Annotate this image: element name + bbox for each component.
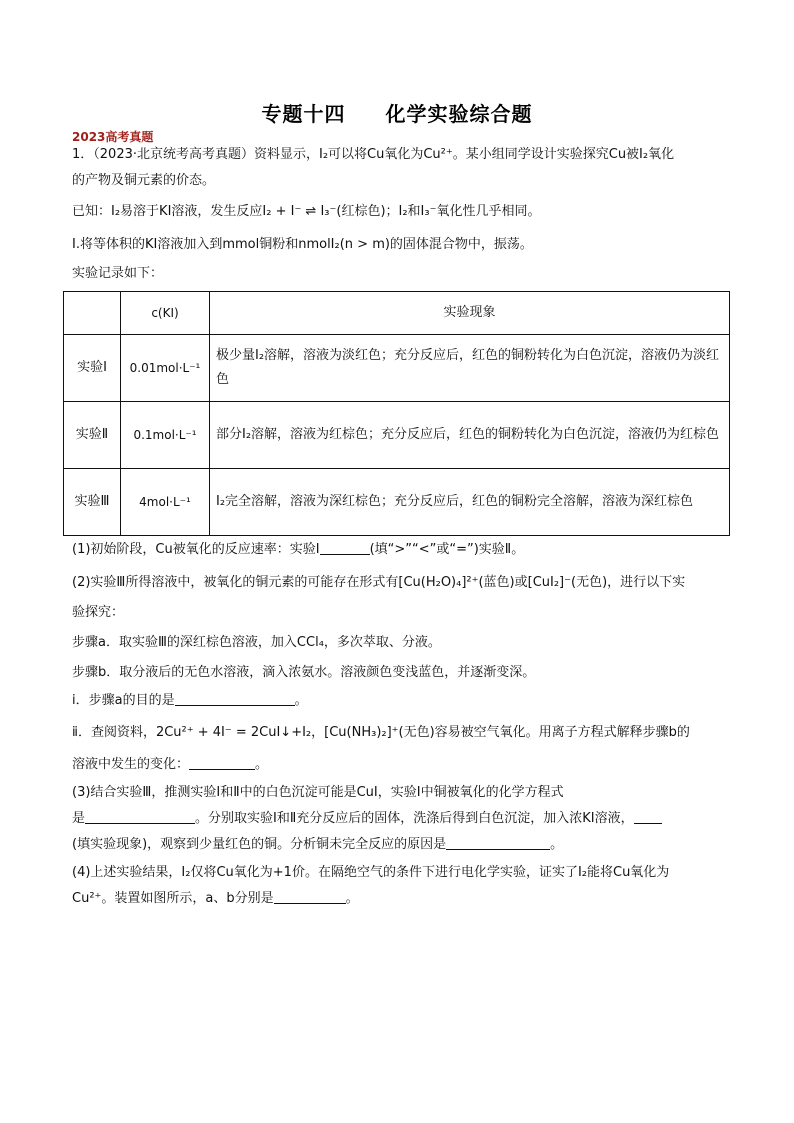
question-2-i [72, 692, 308, 710]
q2-i-text: ⅰ．步骤a的目的是 [72, 693, 175, 708]
table-cell-phenomenon: 极少量I₂溶解，溶液为淡红色；充分反应后，红色的铜粉转化为白色沉淀，溶液仍为淡红色 [210, 335, 730, 402]
experiment-table [63, 291, 730, 536]
table-header-phenomenon: 实验现象 [210, 292, 730, 335]
table-cell-name: 实验Ⅲ [64, 469, 121, 536]
q3-line2-mid: 。分别取实验Ⅰ和Ⅱ充分反应后的固体，洗涤后得到白色沉淀，加入浓KI溶液， [195, 811, 634, 826]
question-3-line-1: (3)结合实验Ⅲ，推测实验Ⅰ和Ⅱ中的白色沉淀可能是CuI，实验Ⅰ中铜被氧化的化学方程式 [72, 785, 564, 800]
section-tag: 2023高考真题 [72, 130, 154, 144]
step-a-line: 步骤a．取实验Ⅲ的深红棕色溶液，加入CCl₄，多次萃取、分液。 [72, 635, 441, 650]
answer-blank [446, 836, 550, 850]
answer-blank [175, 692, 295, 706]
answer-blank [274, 890, 346, 904]
q3-line2-head: 是 [72, 811, 86, 826]
answer-blank [320, 541, 370, 555]
q2-ii-text: 溶液中发生的变化： [72, 757, 190, 772]
question-3-line-3 [72, 836, 563, 854]
part-1-line: Ⅰ.将等体积的KI溶液加入到mmol铜粉和nmolI₂(n > m)的固体混合物中，振荡。 [72, 237, 533, 252]
question-3-line-2 [72, 810, 662, 828]
question-2-line-1: (2)实验Ⅲ所得溶液中，被氧化的铜元素的可能存在形式有[Cu(H₂O)₄]²⁺(蓝色)或[CuI₂]⁻(无色)，进行以下实 [72, 575, 686, 590]
question-2-line-2: 验探究： [72, 605, 125, 620]
question-4-line-1: (4)上述实验结果，I₂仅将Cu氧化为+1价。在隔绝空气的条件下进行电化学实验，证实了I₂能将Cu氧化为 [72, 865, 670, 880]
step-b-line: 步骤b．取分液后的无色水溶液，滴入浓氨水。溶液颜色变浅蓝色，并逐渐变深。 [72, 665, 536, 680]
answer-blank [634, 810, 662, 824]
title-right: 化学实验综合题 [385, 102, 533, 126]
q3-line3-head: (填实验现象)，观察到少量红色的铜。分析铜未完全反应的原因是 [72, 837, 447, 852]
q2-i-tail: 。 [294, 693, 308, 708]
question-1-1 [72, 541, 524, 559]
table-cell-name: 实验Ⅰ [64, 335, 121, 402]
table-row [64, 335, 730, 402]
q2-ii-tail: 。 [255, 757, 269, 772]
title-left: 专题十四 [261, 102, 346, 126]
table-header-conc: c(KI) [121, 292, 210, 335]
q4-tail: 。 [345, 891, 359, 906]
q1-1-text: (1)初始阶段，Cu被氧化的反应速率：实验Ⅰ [72, 542, 320, 557]
q1-1-tail: (填“>”“<”或“=”)实验Ⅱ。 [369, 542, 525, 557]
page-title [0, 98, 794, 127]
table-cell-phenomenon: I₂完全溶解，溶液为深红棕色；充分反应后，红色的铜粉完全溶解，溶液为深红棕色 [210, 469, 730, 536]
table-cell-phenomenon: 部分I₂溶解，溶液为红棕色；充分反应后，红色的铜粉转化为白色沉淀，溶液仍为红棕色 [210, 402, 730, 469]
question-2-ii-line-1: ⅱ．查阅资料，2Cu²⁺ + 4I⁻ = 2CuI↓+I₂，[Cu(NH₃)₂]⁺(无色)容易被空气氧化。用离子方程式解释步骤b的 [72, 725, 690, 740]
table-row [64, 402, 730, 469]
question-1-line-2: 的产物及铜元素的价态。 [72, 173, 216, 188]
q3-line3-tail: 。 [550, 837, 564, 852]
question-4-line-2 [72, 890, 359, 908]
table-cell-conc: 0.1mol·L⁻¹ [121, 402, 210, 469]
table-cell-name: 实验Ⅱ [64, 402, 121, 469]
answer-blank [85, 810, 195, 824]
table-header-row [64, 292, 730, 335]
question-1-line-1: 1．（2023·北京统考高考真题）资料显示，I₂可以将Cu氧化为Cu²⁺。某小组同学设计实验探究Cu被I₂氧化 [72, 147, 675, 162]
q4-text: Cu²⁺。装置如图所示，a、b分别是 [72, 891, 274, 906]
table-header-empty [64, 292, 121, 335]
record-line: 实验记录如下： [72, 266, 164, 281]
table-cell-conc: 0.01mol·L⁻¹ [121, 335, 210, 402]
answer-blank [189, 756, 255, 770]
table-row [64, 469, 730, 536]
question-2-ii-line-2 [72, 756, 268, 774]
known-info-line: 已知：I₂易溶于KI溶液，发生反应I₂ + I⁻ ⇌ I₃⁻(红棕色)；I₂和I₃⁻氧化性几乎相同。 [72, 204, 541, 219]
table-cell-conc: 4mol·L⁻¹ [121, 469, 210, 536]
